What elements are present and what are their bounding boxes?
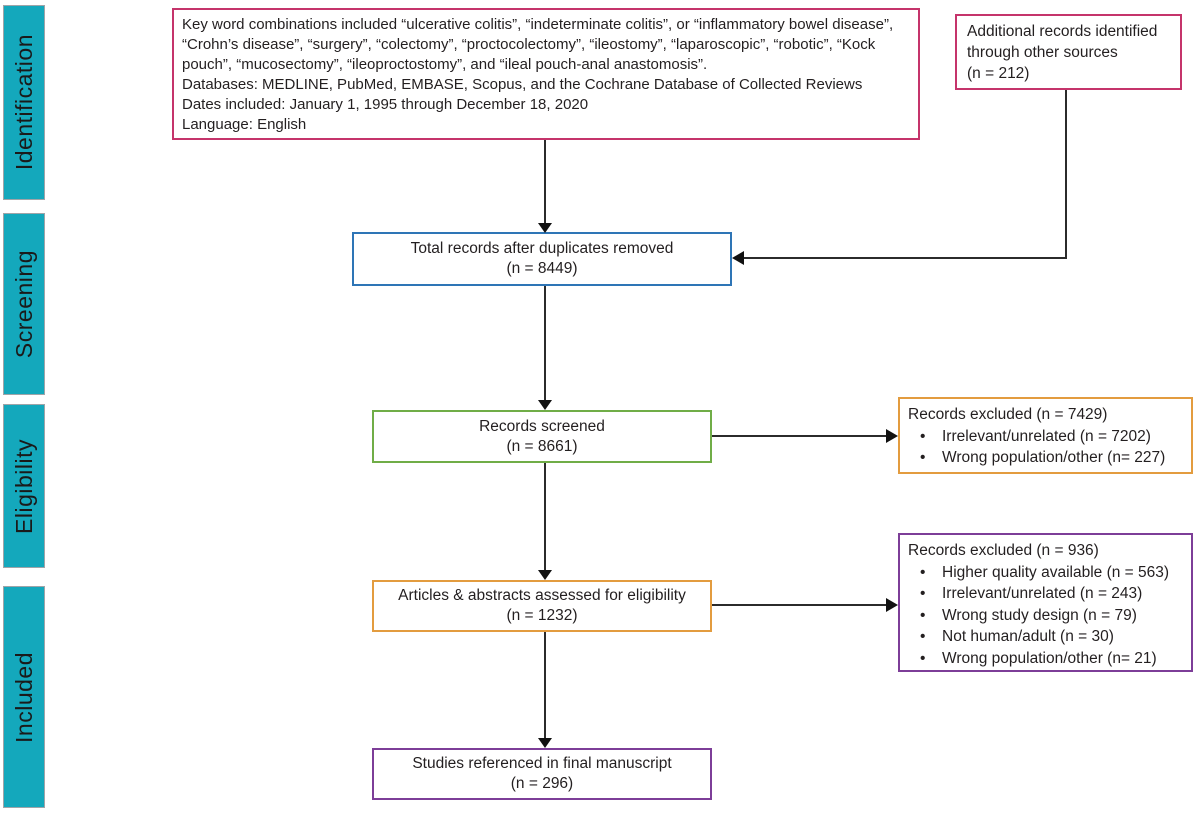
stage-identification-label: Identification <box>10 34 37 171</box>
dates-text: Dates included: January 1, 1995 through December 18, 2020 <box>182 96 589 113</box>
excluded-item <box>908 583 1185 605</box>
excluded-item-text: Wrong population/other (n= 227) <box>942 449 1166 466</box>
language-text: Language: English <box>182 116 307 133</box>
articles-assessed-label: Articles & abstracts assessed for eligibility <box>398 587 686 604</box>
excluded-item-text: Wrong study design (n = 79) <box>942 606 1137 624</box>
excluded-item <box>908 626 1185 648</box>
records-excluded-screening-title: Records excluded (n = 7429) <box>908 406 1108 423</box>
stage-screening-label: Screening <box>10 249 37 359</box>
additional-records-label: Additional records identified through other sources <box>967 23 1158 61</box>
final-manuscript-label: Studies referenced in final manuscript <box>412 755 672 772</box>
excluded-item-text: Wrong population/other (n= 21) <box>942 649 1157 667</box>
excluded-item <box>908 605 1185 627</box>
records-screened-label: Records screened <box>479 417 605 435</box>
keywords-text: Key word combinations included “ulcerative colitis”, “indeterminate colitis”, or “inflammatory bowel disease”, “Crohn’s disease”, “surgery”, “colectomy”, “proctocolectomy”, “ileostomy”, “laparoscopic”, “robotic”, “Kock pouch”, “mucosectomy”, “ileoproctostomy”, and “ileal pouch-anal anastomosis”. <box>182 16 894 73</box>
articles-assessed-count: (n = 1232) <box>506 607 578 624</box>
bullet-icon: • <box>920 628 926 645</box>
excluded-item <box>908 447 1185 469</box>
articles-assessed-box <box>372 580 712 632</box>
total-records-box <box>352 232 732 286</box>
stage-identification <box>3 5 45 200</box>
records-excluded-eligibility-box <box>898 533 1193 672</box>
excluded-item <box>908 562 1185 584</box>
excluded-item-text: Higher quality available (n = 563) <box>942 563 1170 581</box>
stage-eligibility-label: Eligibility <box>10 438 37 534</box>
bullet-icon: • <box>920 585 926 602</box>
bullet-icon: • <box>920 606 926 624</box>
excluded-item-text: Not human/adult (n = 30) <box>942 628 1114 645</box>
bullet-icon: • <box>920 563 926 581</box>
excluded-item <box>908 426 1185 448</box>
excluded-item <box>908 648 1185 670</box>
additional-records-count: (n = 212) <box>967 65 1030 82</box>
bullet-icon: • <box>920 427 926 445</box>
bullet-icon: • <box>920 449 926 466</box>
total-records-label: Total records after duplicates removed <box>410 240 674 257</box>
bullet-icon: • <box>920 649 926 667</box>
total-records-count: (n = 8449) <box>506 260 578 277</box>
stage-screening <box>3 213 45 395</box>
excluded-item-text: Irrelevant/unrelated (n = 7202) <box>942 427 1151 445</box>
stage-included-label: Included <box>10 651 37 743</box>
databases-text: Databases: MEDLINE, PubMed, EMBASE, Scopus, and the Cochrane Database of Collected Reviews <box>182 76 863 93</box>
records-screened-box <box>372 410 712 463</box>
additional-records-box <box>955 14 1182 90</box>
records-screened-count: (n = 8661) <box>506 437 578 455</box>
records-excluded-screening-box <box>898 397 1193 474</box>
stage-included <box>3 586 45 808</box>
stage-eligibility <box>3 404 45 568</box>
excluded-item-text: Irrelevant/unrelated (n = 243) <box>942 585 1143 602</box>
final-manuscript-box <box>372 748 712 800</box>
keywords-box <box>172 8 920 140</box>
records-excluded-eligibility-title: Records excluded (n = 936) <box>908 542 1099 559</box>
final-manuscript-count: (n = 296) <box>510 775 574 792</box>
